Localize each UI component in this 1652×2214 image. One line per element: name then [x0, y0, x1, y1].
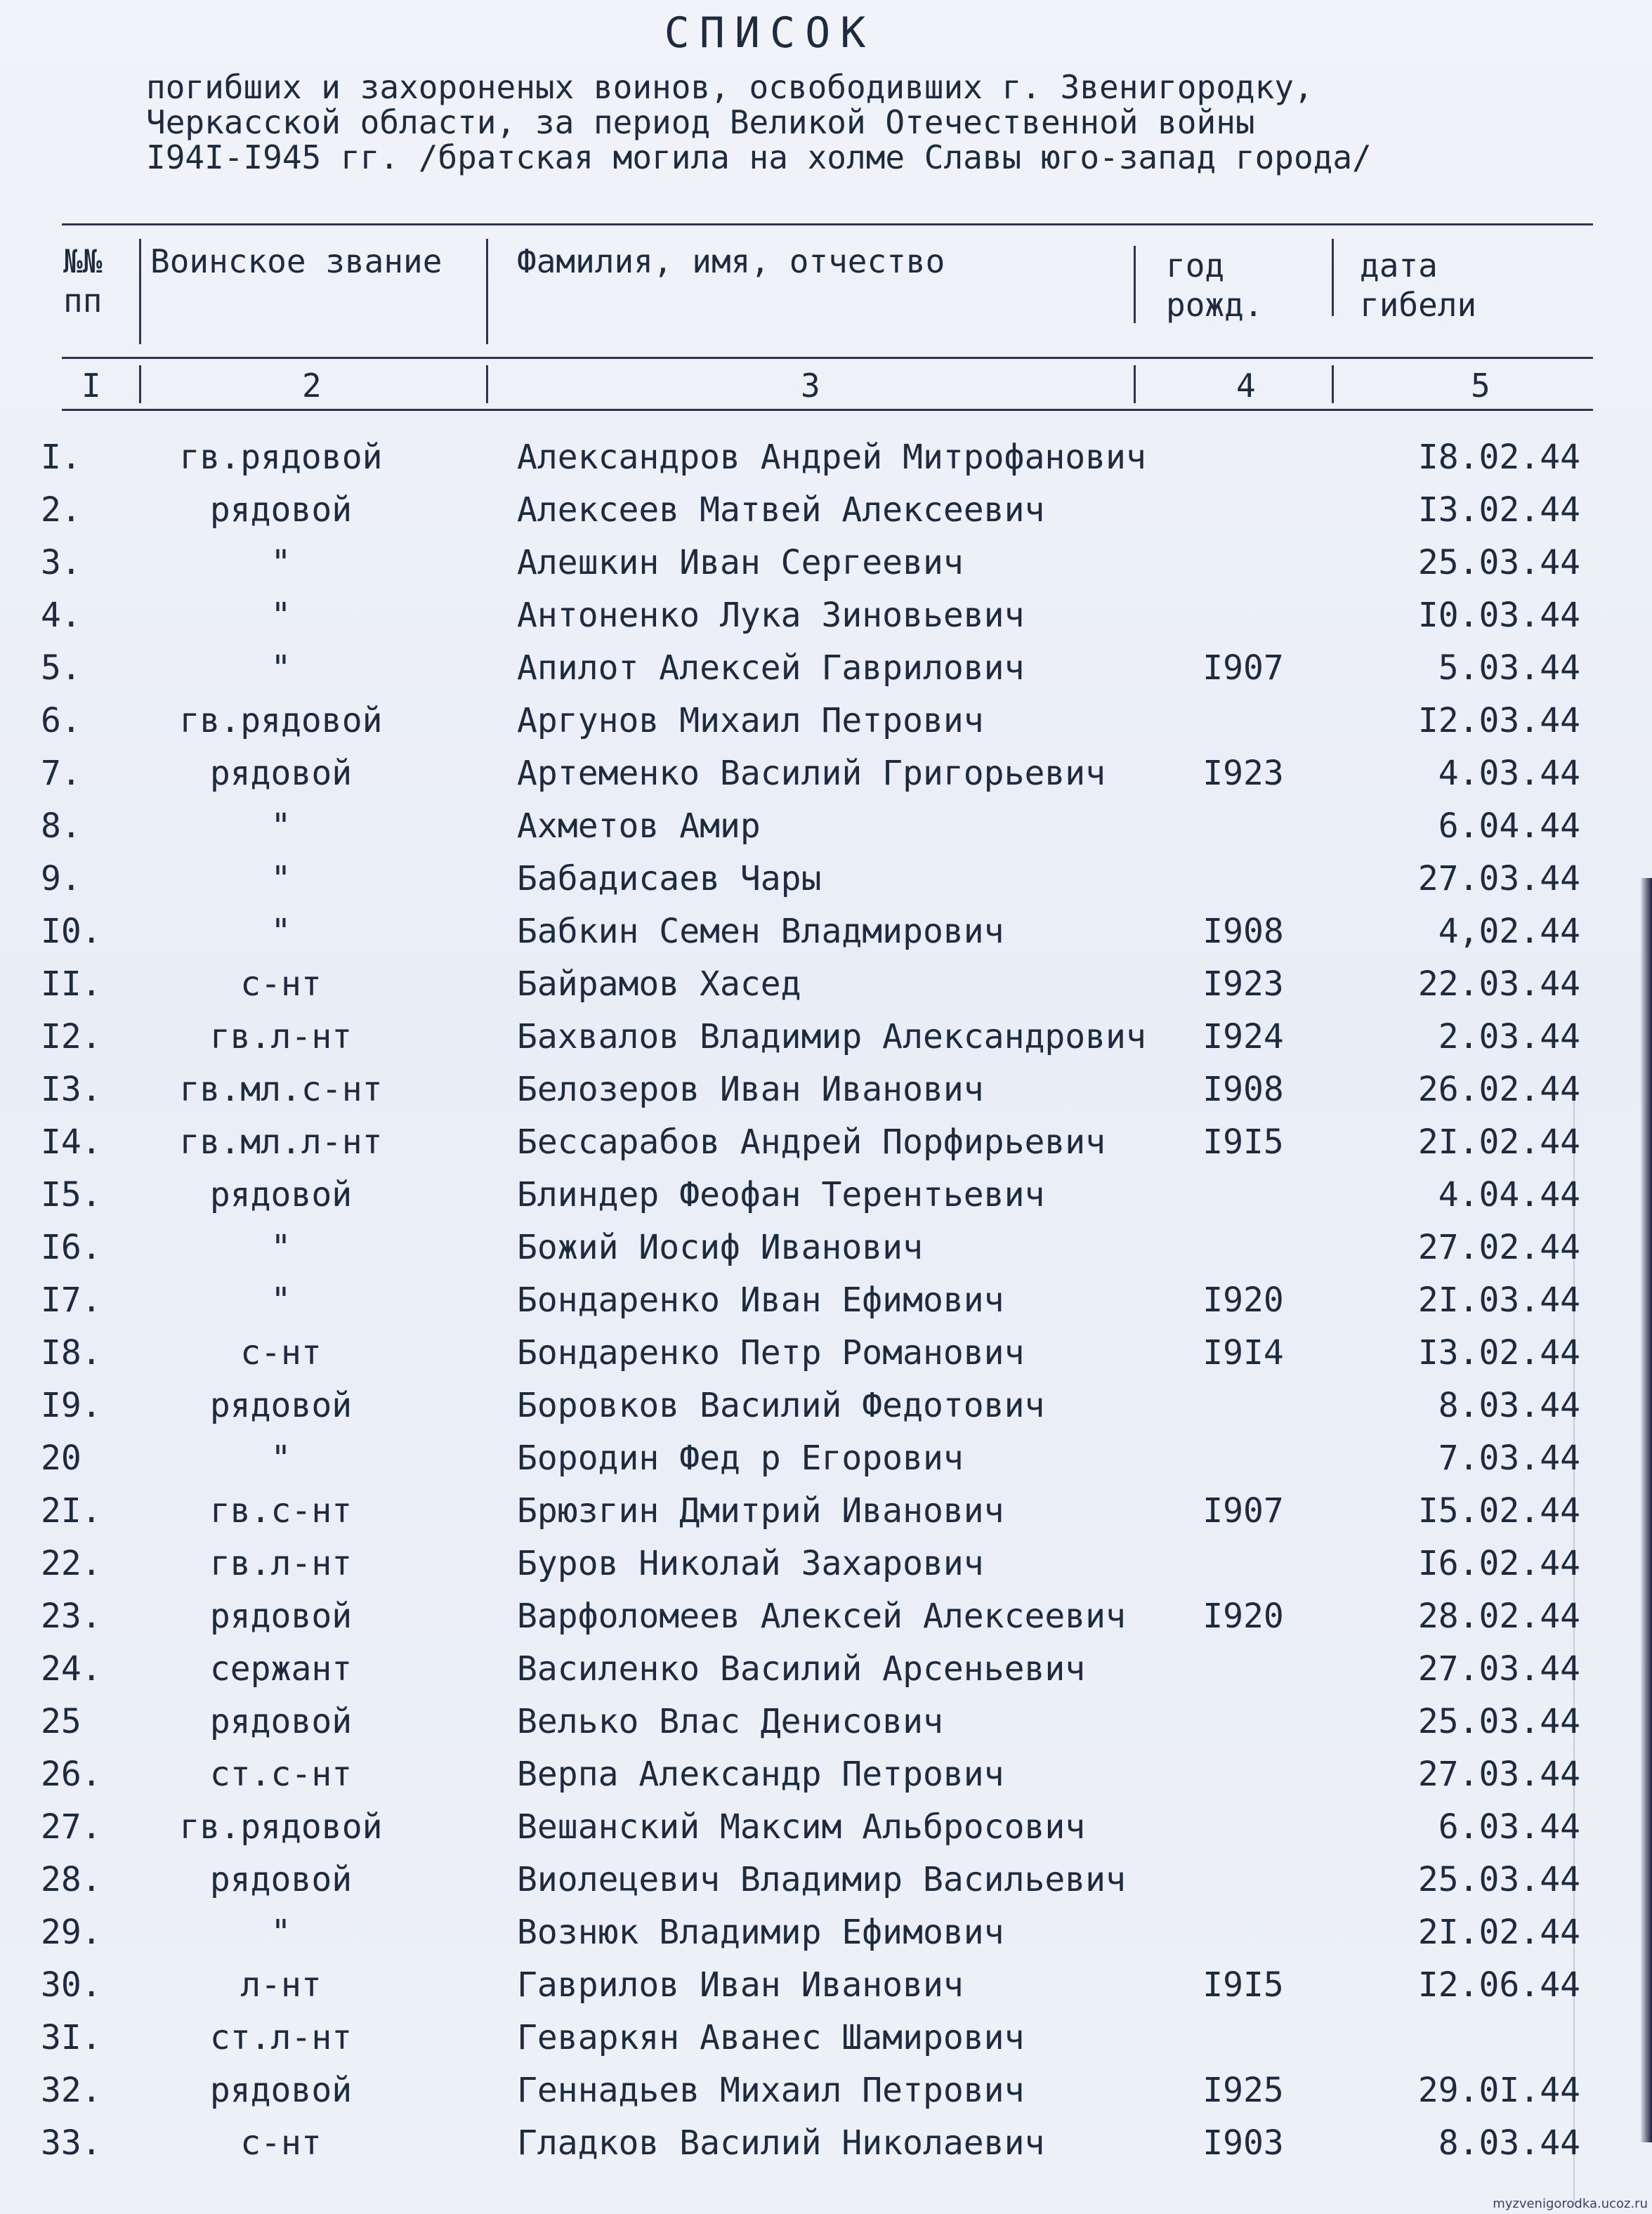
table-row: [0, 2012, 1652, 2064]
row-number: 7.: [41, 754, 81, 793]
row-fullname: Боровков Василий Федотович: [517, 1386, 1045, 1425]
table-row: [0, 1485, 1652, 1537]
row-rank: рядовой: [209, 1597, 353, 1636]
row-number: 4.: [41, 596, 81, 635]
row-birth-year: I908: [1202, 1070, 1284, 1109]
table-row: [0, 642, 1652, 694]
row-rank: гв.рядовой: [179, 1807, 383, 1847]
row-number: 23.: [41, 1597, 102, 1636]
row-number: 2.: [41, 490, 81, 530]
row-number: 26.: [41, 1755, 102, 1794]
row-birth-year: I908: [1202, 912, 1284, 951]
row-death-date: I8.02.44: [1417, 438, 1580, 477]
row-death-date: I2.03.44: [1417, 701, 1580, 740]
row-death-date: 6.04.44: [1438, 806, 1580, 846]
row-birth-year: I907: [1202, 1491, 1284, 1531]
col-separator-2b: [486, 365, 488, 403]
row-rank: рядовой: [209, 1860, 353, 1899]
col-separator-1b: [139, 365, 141, 403]
table-header-rule: [62, 357, 1593, 359]
col-separator-3b: [1134, 365, 1136, 403]
col-header-name: Фамилия, имя, отчество: [517, 242, 945, 280]
row-number: I5.: [41, 1175, 102, 1214]
row-rank: с-нт: [240, 964, 322, 1004]
col-separator-3: [1134, 246, 1136, 323]
row-death-date: 2.03.44: [1438, 1017, 1580, 1056]
row-number: 29.: [41, 1913, 102, 1952]
table-row: [0, 2064, 1652, 2116]
row-rank: ": [270, 1228, 291, 1267]
row-birth-year: I923: [1202, 964, 1284, 1004]
row-number: 32.: [41, 2071, 102, 2110]
col-number-4: 4: [1236, 367, 1256, 405]
row-number: I0.: [41, 912, 102, 951]
row-number: I.: [41, 438, 81, 477]
row-rank: ": [270, 806, 291, 846]
row-fullname: Василенко Василий Арсеньевич: [517, 1649, 1086, 1689]
row-rank: с-нт: [240, 2123, 322, 2163]
row-birth-year: I920: [1202, 1597, 1284, 1636]
col-separator-4: [1332, 239, 1334, 316]
row-death-date: I2.06.44: [1417, 1965, 1580, 2005]
row-number: II.: [41, 964, 102, 1004]
row-death-date: 25.03.44: [1417, 1860, 1580, 1899]
row-death-date: 2I.02.44: [1417, 1913, 1580, 1952]
table-row: [0, 589, 1652, 641]
row-number: 22.: [41, 1544, 102, 1583]
row-rank: гв.л-нт: [209, 1017, 353, 1056]
table-row: [0, 2117, 1652, 2169]
row-rank: ": [270, 1280, 291, 1320]
row-fullname: Вешанский Максим Альбросович: [517, 1807, 1086, 1847]
table-row: [0, 958, 1652, 1010]
row-death-date: I5.02.44: [1417, 1491, 1580, 1531]
table-row: [0, 1169, 1652, 1221]
row-fullname: Блиндер Феофан Терентьевич: [517, 1175, 1045, 1214]
row-number: 24.: [41, 1649, 102, 1689]
row-number: 3.: [41, 543, 81, 582]
row-fullname: Бондаренко Иван Ефимович: [517, 1280, 1004, 1320]
row-fullname: Антоненко Лука Зиновьевич: [517, 596, 1025, 635]
row-birth-year: I920: [1202, 1280, 1284, 1320]
row-death-date: 2I.03.44: [1417, 1280, 1580, 1320]
row-fullname: Велько Влас Денисович: [517, 1702, 943, 1741]
row-fullname: Апилот Алексей Гаврилович: [517, 648, 1025, 688]
table-row: [0, 1274, 1652, 1326]
table-top-rule: [62, 223, 1593, 225]
row-fullname: Гаврилов Иван Иванович: [517, 1965, 964, 2005]
row-fullname: Буров Николай Захарович: [517, 1544, 984, 1583]
row-fullname: Аргунов Михаил Петрович: [517, 701, 984, 740]
table-row: [0, 1380, 1652, 1432]
table-row: [0, 1801, 1652, 1853]
row-death-date: 22.03.44: [1417, 964, 1580, 1004]
row-number: I9.: [41, 1386, 102, 1425]
row-death-date: I6.02.44: [1417, 1544, 1580, 1583]
row-fullname: Верпа Александр Петрович: [517, 1755, 1004, 1794]
row-fullname: Бондаренко Петр Романович: [517, 1333, 1025, 1373]
row-fullname: Геваркян Аванес Шамирович: [517, 2018, 1025, 2057]
row-fullname: Бородин Фед р Егорович: [517, 1439, 964, 1478]
col-separator-1: [139, 239, 141, 344]
col-number-2: 2: [302, 367, 322, 405]
row-rank: рядовой: [209, 1702, 353, 1741]
row-number: 9.: [41, 859, 81, 898]
row-death-date: 7.03.44: [1438, 1439, 1580, 1478]
table-row: [0, 747, 1652, 799]
row-rank: ": [270, 1913, 291, 1952]
row-fullname: Божий Иосиф Иванович: [517, 1228, 923, 1267]
table-row: [0, 1906, 1652, 1958]
table-row: [0, 1538, 1652, 1590]
row-rank: гв.л-нт: [209, 1544, 353, 1583]
table-row: [0, 537, 1652, 589]
row-fullname: Алексеев Матвей Алексеевич: [517, 490, 1045, 530]
row-fullname: Бахвалов Владимир Александрович: [517, 1017, 1146, 1056]
row-number: 2I.: [41, 1491, 102, 1531]
row-fullname: Геннадьев Михаил Петрович: [517, 2071, 1025, 2110]
table-row: [0, 695, 1652, 747]
row-fullname: Белозеров Иван Иванович: [517, 1070, 984, 1109]
row-number: 8.: [41, 806, 81, 846]
table-row: [0, 1011, 1652, 1063]
row-death-date: 6.03.44: [1438, 1807, 1580, 1847]
row-number: 3I.: [41, 2018, 102, 2057]
table-row: [0, 1748, 1652, 1800]
row-rank: ст.с-нт: [209, 1755, 353, 1794]
row-death-date: 29.0I.44: [1417, 2071, 1580, 2110]
table-row: [0, 1063, 1652, 1115]
row-number: 20: [41, 1439, 81, 1478]
row-birth-year: I9I5: [1202, 1965, 1284, 2005]
row-death-date: 8.03.44: [1438, 2123, 1580, 2163]
row-rank: гв.мл.с-нт: [179, 1070, 383, 1109]
table-row: [0, 1643, 1652, 1695]
table-row: [0, 1959, 1652, 2011]
row-fullname: Бессарабов Андрей Порфирьевич: [517, 1122, 1106, 1162]
table-row: [0, 1327, 1652, 1379]
col-header-date: дата гибели: [1360, 247, 1477, 324]
row-number: I8.: [41, 1333, 102, 1373]
row-fullname: Байрамов Хасед: [517, 964, 801, 1004]
row-death-date: 28.02.44: [1417, 1597, 1580, 1636]
table-row: [0, 1221, 1652, 1273]
col-header-num: №№ пп: [63, 242, 103, 320]
row-fullname: Алешкин Иван Сергеевич: [517, 543, 964, 582]
row-number: I4.: [41, 1122, 102, 1162]
site-watermark: myzvenigorodka.ucoz.ru: [1493, 2196, 1648, 2211]
row-death-date: 25.03.44: [1417, 543, 1580, 582]
row-death-date: I3.02.44: [1417, 1333, 1580, 1373]
row-rank: гв.рядовой: [179, 701, 383, 740]
subtitle-line-3: I94I-I945 гг. /братская могила на холме Славы юго-запад города/: [146, 138, 1372, 176]
row-death-date: 2I.02.44: [1417, 1122, 1580, 1162]
row-number: 25: [41, 1702, 81, 1741]
row-number: 30.: [41, 1965, 102, 2005]
table-row: [0, 853, 1652, 905]
row-number: 33.: [41, 2123, 102, 2163]
col-header-rank: Воинское звание: [150, 242, 442, 280]
row-fullname: Бабкин Семен Владмирович: [517, 912, 1004, 951]
subtitle-line-2: Черкасской области, за период Великой Отечественной войны: [146, 103, 1255, 141]
row-fullname: Артеменко Василий Григорьевич: [517, 754, 1106, 793]
table-row: [0, 484, 1652, 536]
row-death-date: I3.02.44: [1417, 490, 1580, 530]
row-death-date: 8.03.44: [1438, 1386, 1580, 1425]
row-rank: ": [270, 912, 291, 951]
row-birth-year: I903: [1202, 2123, 1284, 2163]
subtitle-line-1: погибших и захороненых воинов, освободивших г. Звенигородку,: [146, 68, 1313, 106]
row-fullname: Вознюк Владимир Ефимович: [517, 1913, 1004, 1952]
col-separator-2: [486, 239, 488, 344]
row-rank: ": [270, 543, 291, 582]
table-row: [0, 1696, 1652, 1748]
table-row: [0, 1854, 1652, 1906]
table-row: [0, 431, 1652, 483]
table-row: [0, 905, 1652, 957]
col-number-1: I: [81, 367, 101, 405]
row-rank: ": [270, 1439, 291, 1478]
row-birth-year: I924: [1202, 1017, 1284, 1056]
row-number: I7.: [41, 1280, 102, 1320]
row-death-date: 26.02.44: [1417, 1070, 1580, 1109]
table-number-rule: [62, 409, 1593, 411]
row-rank: рядовой: [209, 2071, 353, 2110]
row-number: I2.: [41, 1017, 102, 1056]
row-fullname: Александров Андрей Митрофанович: [517, 438, 1146, 477]
row-death-date: 27.02.44: [1417, 1228, 1580, 1267]
row-death-date: 4,02.44: [1438, 912, 1580, 951]
row-death-date: 4.04.44: [1438, 1175, 1580, 1214]
table-row: [0, 1590, 1652, 1642]
row-fullname: Гладков Василий Николаевич: [517, 2123, 1045, 2163]
row-number: 6.: [41, 701, 81, 740]
table-row: [0, 800, 1652, 852]
row-rank: рядовой: [209, 490, 353, 530]
row-birth-year: I9I4: [1202, 1333, 1284, 1373]
row-rank: рядовой: [209, 1386, 353, 1425]
row-rank: гв.мл.л-нт: [179, 1122, 383, 1162]
row-death-date: 27.03.44: [1417, 1755, 1580, 1794]
row-death-date: 5.03.44: [1438, 648, 1580, 688]
row-number: 5.: [41, 648, 81, 688]
row-death-date: 27.03.44: [1417, 1649, 1580, 1689]
row-rank: ": [270, 859, 291, 898]
row-fullname: Бабадисаев Чары: [517, 859, 822, 898]
col-number-5: 5: [1471, 367, 1490, 405]
row-rank: ": [270, 648, 291, 688]
row-fullname: Брюзгин Дмитрий Иванович: [517, 1491, 1004, 1531]
row-death-date: 27.03.44: [1417, 859, 1580, 898]
row-number: 27.: [41, 1807, 102, 1847]
row-birth-year: I923: [1202, 754, 1284, 793]
col-separator-4b: [1332, 365, 1334, 403]
row-birth-year: I925: [1202, 2071, 1284, 2110]
row-rank: ст.л-нт: [209, 2018, 353, 2057]
row-rank: л-нт: [240, 1965, 322, 2005]
row-number: I3.: [41, 1070, 102, 1109]
col-number-3: 3: [801, 367, 820, 405]
row-birth-year: I907: [1202, 648, 1284, 688]
row-rank: сержант: [209, 1649, 353, 1689]
row-death-date: 25.03.44: [1417, 1702, 1580, 1741]
row-fullname: Варфоломеев Алексей Алексеевич: [517, 1597, 1126, 1636]
row-death-date: 4.03.44: [1438, 754, 1580, 793]
row-rank: ": [270, 596, 291, 635]
row-number: 28.: [41, 1860, 102, 1899]
col-header-year: год рожд.: [1166, 247, 1264, 324]
table-row: [0, 1116, 1652, 1168]
row-rank: рядовой: [209, 754, 353, 793]
row-rank: с-нт: [240, 1333, 322, 1373]
table-row: [0, 1432, 1652, 1484]
row-rank: гв.с-нт: [209, 1491, 353, 1531]
row-rank: рядовой: [209, 1175, 353, 1214]
row-birth-year: I9I5: [1202, 1122, 1284, 1162]
row-rank: гв.рядовой: [179, 438, 383, 477]
row-fullname: Виолецевич Владимир Васильевич: [517, 1860, 1126, 1899]
document-title: СПИСОК: [664, 8, 876, 58]
row-number: I6.: [41, 1228, 102, 1267]
row-death-date: I0.03.44: [1417, 596, 1580, 635]
row-fullname: Ахметов Амир: [517, 806, 761, 846]
